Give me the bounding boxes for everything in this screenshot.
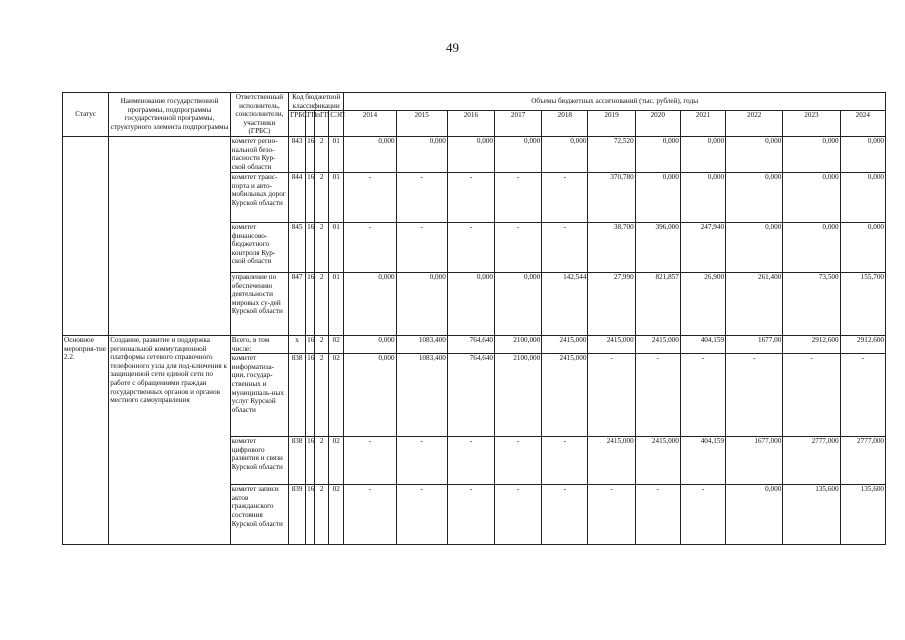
value-cell: 1677,000 [726, 437, 783, 485]
value-cell: - [447, 172, 494, 222]
code-cell: x [289, 335, 306, 353]
value-cell: - [588, 485, 635, 545]
value-cell: - [680, 485, 725, 545]
value-cell: - [542, 172, 588, 222]
value-cell: 764,640 [447, 354, 494, 437]
value-cell: - [680, 354, 725, 437]
code-cell: 16 [306, 172, 315, 222]
value-cell: - [588, 354, 635, 437]
value-cell: - [396, 172, 447, 222]
header-year: 2015 [396, 111, 447, 137]
code-cell: 847 [289, 272, 306, 335]
name-cell: Создание, развитие и поддержка региональной коммутационной платформы сетевого справочного телефонного узла для под-ключения к защищенной сети единой сети по работе с обращениями граждан государственных органов и органов местного самоуправления [109, 335, 231, 544]
value-cell: 2912,600 [840, 335, 885, 353]
value-cell: 0,000 [447, 136, 494, 172]
code-cell: 2 [315, 335, 329, 353]
value-cell: 764,640 [447, 335, 494, 353]
value-cell: - [542, 437, 588, 485]
value-cell: - [542, 222, 588, 272]
value-cell: 0,000 [396, 272, 447, 335]
value-cell: 0,000 [680, 136, 725, 172]
header-year: 2023 [783, 111, 840, 137]
value-cell: - [635, 354, 680, 437]
header-year: 2014 [344, 111, 396, 137]
header-budget-code: Код бюджетной классификации [289, 93, 344, 111]
code-cell: 02 [329, 354, 344, 437]
code-cell: 2 [315, 222, 329, 272]
executor-cell: управление по обеспечению деятельности мировых су-дей Курской области [230, 272, 288, 335]
code-cell: 16 [306, 136, 315, 172]
header-code-pgp: пГП [315, 111, 329, 137]
value-cell: - [783, 354, 840, 437]
code-cell: 16 [306, 485, 315, 545]
header-year: 2017 [495, 111, 542, 137]
value-cell: - [495, 222, 542, 272]
code-cell: 16 [306, 437, 315, 485]
value-cell: 1083,400 [396, 335, 447, 353]
value-cell: 0,000 [840, 172, 885, 222]
code-cell: 2 [315, 437, 329, 485]
value-cell: - [344, 485, 396, 545]
table-row [63, 335, 886, 353]
value-cell: 0,000 [783, 136, 840, 172]
code-cell: 02 [329, 485, 344, 545]
value-cell: 0,000 [542, 136, 588, 172]
value-cell: 2415,000 [542, 335, 588, 353]
value-cell: 0,000 [783, 172, 840, 222]
executor-cell: комитет информатиза-ции, государ-ственных и муниципаль-ных услуг Курской области [230, 354, 288, 437]
value-cell: 0,000 [344, 272, 396, 335]
value-cell: 2415,000 [588, 335, 635, 353]
value-cell: 2100,000 [495, 335, 542, 353]
budget-table [62, 92, 886, 545]
status-cell: Основное мероприя-тие 2.2. [63, 335, 109, 544]
value-cell: 0,000 [344, 335, 396, 353]
value-cell: 821,857 [635, 272, 680, 335]
value-cell: 261,400 [726, 272, 783, 335]
value-cell: - [396, 437, 447, 485]
value-cell: 2777,000 [840, 437, 885, 485]
executor-cell: комитет цифрового развития и связи Курской области [230, 437, 288, 485]
code-cell: 838 [289, 437, 306, 485]
value-cell: 2912,600 [783, 335, 840, 353]
code-cell: 2 [315, 272, 329, 335]
value-cell: 370,780 [588, 172, 635, 222]
value-cell: 0,000 [495, 272, 542, 335]
value-cell: 2415,000 [635, 335, 680, 353]
code-cell: 01 [329, 136, 344, 172]
code-cell: 838 [289, 354, 306, 437]
value-cell: 0,000 [726, 172, 783, 222]
value-cell: 0,000 [344, 354, 396, 437]
header-name: Наименование государственной программы, подпрограммы государственной программы, структурного элемента подпрограммы [109, 93, 231, 137]
code-cell: 2 [315, 136, 329, 172]
code-cell: 01 [329, 172, 344, 222]
value-cell: 0,000 [635, 136, 680, 172]
code-cell: 839 [289, 485, 306, 545]
header-year: 2020 [635, 111, 680, 137]
header-code-gp: ГП [306, 111, 315, 137]
value-cell: 38,700 [588, 222, 635, 272]
header-year: 2018 [542, 111, 588, 137]
value-cell: 0,000 [344, 136, 396, 172]
code-cell: 02 [329, 437, 344, 485]
value-cell: - [542, 485, 588, 545]
code-cell: 2 [315, 354, 329, 437]
table-row [63, 136, 886, 172]
code-cell: 844 [289, 172, 306, 222]
code-cell: 2 [315, 485, 329, 545]
header-year: 2024 [840, 111, 885, 137]
header-status: Статус [63, 93, 109, 137]
page-number: 49 [446, 40, 459, 55]
value-cell: 2415,000 [635, 437, 680, 485]
executor-cell: Всего, в том числе: [230, 335, 288, 353]
value-cell: 2777,000 [783, 437, 840, 485]
value-cell: - [447, 222, 494, 272]
header-year: 2021 [680, 111, 725, 137]
value-cell: 0,000 [840, 222, 885, 272]
code-cell: 16 [306, 354, 315, 437]
value-cell: - [635, 485, 680, 545]
value-cell: 26,900 [680, 272, 725, 335]
value-cell: 2100,000 [495, 354, 542, 437]
value-cell: 72,520 [588, 136, 635, 172]
value-cell: 247,940 [680, 222, 725, 272]
value-cell: 0,000 [783, 222, 840, 272]
value-cell: 135,600 [783, 485, 840, 545]
header-volumes: Объемы бюджетных ассигнований (тыс. рублей), годы [344, 93, 886, 111]
value-cell: - [726, 354, 783, 437]
value-cell: 0,000 [840, 136, 885, 172]
value-cell: 404,159 [680, 335, 725, 353]
name-cell [109, 136, 231, 335]
header-code-sep: СЭП [329, 111, 344, 137]
status-cell [63, 136, 109, 335]
code-cell: 845 [289, 222, 306, 272]
executor-cell: комитет транс-порта и авто-мобильных дорог Курской области [230, 172, 288, 222]
value-cell: - [344, 437, 396, 485]
value-cell: 0,000 [447, 272, 494, 335]
code-cell: 16 [306, 335, 315, 353]
header-year: 2019 [588, 111, 635, 137]
value-cell: - [495, 437, 542, 485]
value-cell: 135,600 [840, 485, 885, 545]
code-cell: 843 [289, 136, 306, 172]
value-cell: - [344, 172, 396, 222]
executor-cell: комитет записи актов гражданского состояния Курской области [230, 485, 288, 545]
value-cell: - [495, 485, 542, 545]
value-cell: 0,000 [635, 172, 680, 222]
header-executor: Ответственный исполнитель, соисполнители, участники (ГРБС) [230, 93, 288, 137]
value-cell: 1083,400 [396, 354, 447, 437]
code-cell: 16 [306, 222, 315, 272]
code-cell: 01 [329, 272, 344, 335]
value-cell: 1677,00 [726, 335, 783, 353]
value-cell: 0,000 [726, 136, 783, 172]
code-cell: 2 [315, 172, 329, 222]
value-cell: - [396, 222, 447, 272]
value-cell: 73,500 [783, 272, 840, 335]
header-year: 2016 [447, 111, 494, 137]
value-cell: 0,000 [726, 222, 783, 272]
value-cell: - [396, 485, 447, 545]
value-cell: 2415,000 [588, 437, 635, 485]
value-cell: - [840, 354, 885, 437]
value-cell: - [447, 437, 494, 485]
executor-cell: комитет регио-нальной безо-пасности Кур-ской области [230, 136, 288, 172]
value-cell: 155,700 [840, 272, 885, 335]
value-cell: 142,544 [542, 272, 588, 335]
code-cell: 02 [329, 335, 344, 353]
value-cell: - [495, 172, 542, 222]
code-cell: 01 [329, 222, 344, 272]
header-year: 2022 [726, 111, 783, 137]
value-cell: 0,000 [396, 136, 447, 172]
value-cell: 396,000 [635, 222, 680, 272]
value-cell: - [344, 222, 396, 272]
value-cell: 0,000 [495, 136, 542, 172]
value-cell: - [447, 485, 494, 545]
code-cell: 16 [306, 272, 315, 335]
value-cell: 0,000 [680, 172, 725, 222]
header-code-grbs: ГРБС [289, 111, 306, 137]
value-cell: 0,000 [726, 485, 783, 545]
value-cell: 404,159 [680, 437, 725, 485]
value-cell: 2415,000 [542, 354, 588, 437]
value-cell: 27,990 [588, 272, 635, 335]
executor-cell: комитет финансово-бюджетного контроля Кур-ской области [230, 222, 288, 272]
